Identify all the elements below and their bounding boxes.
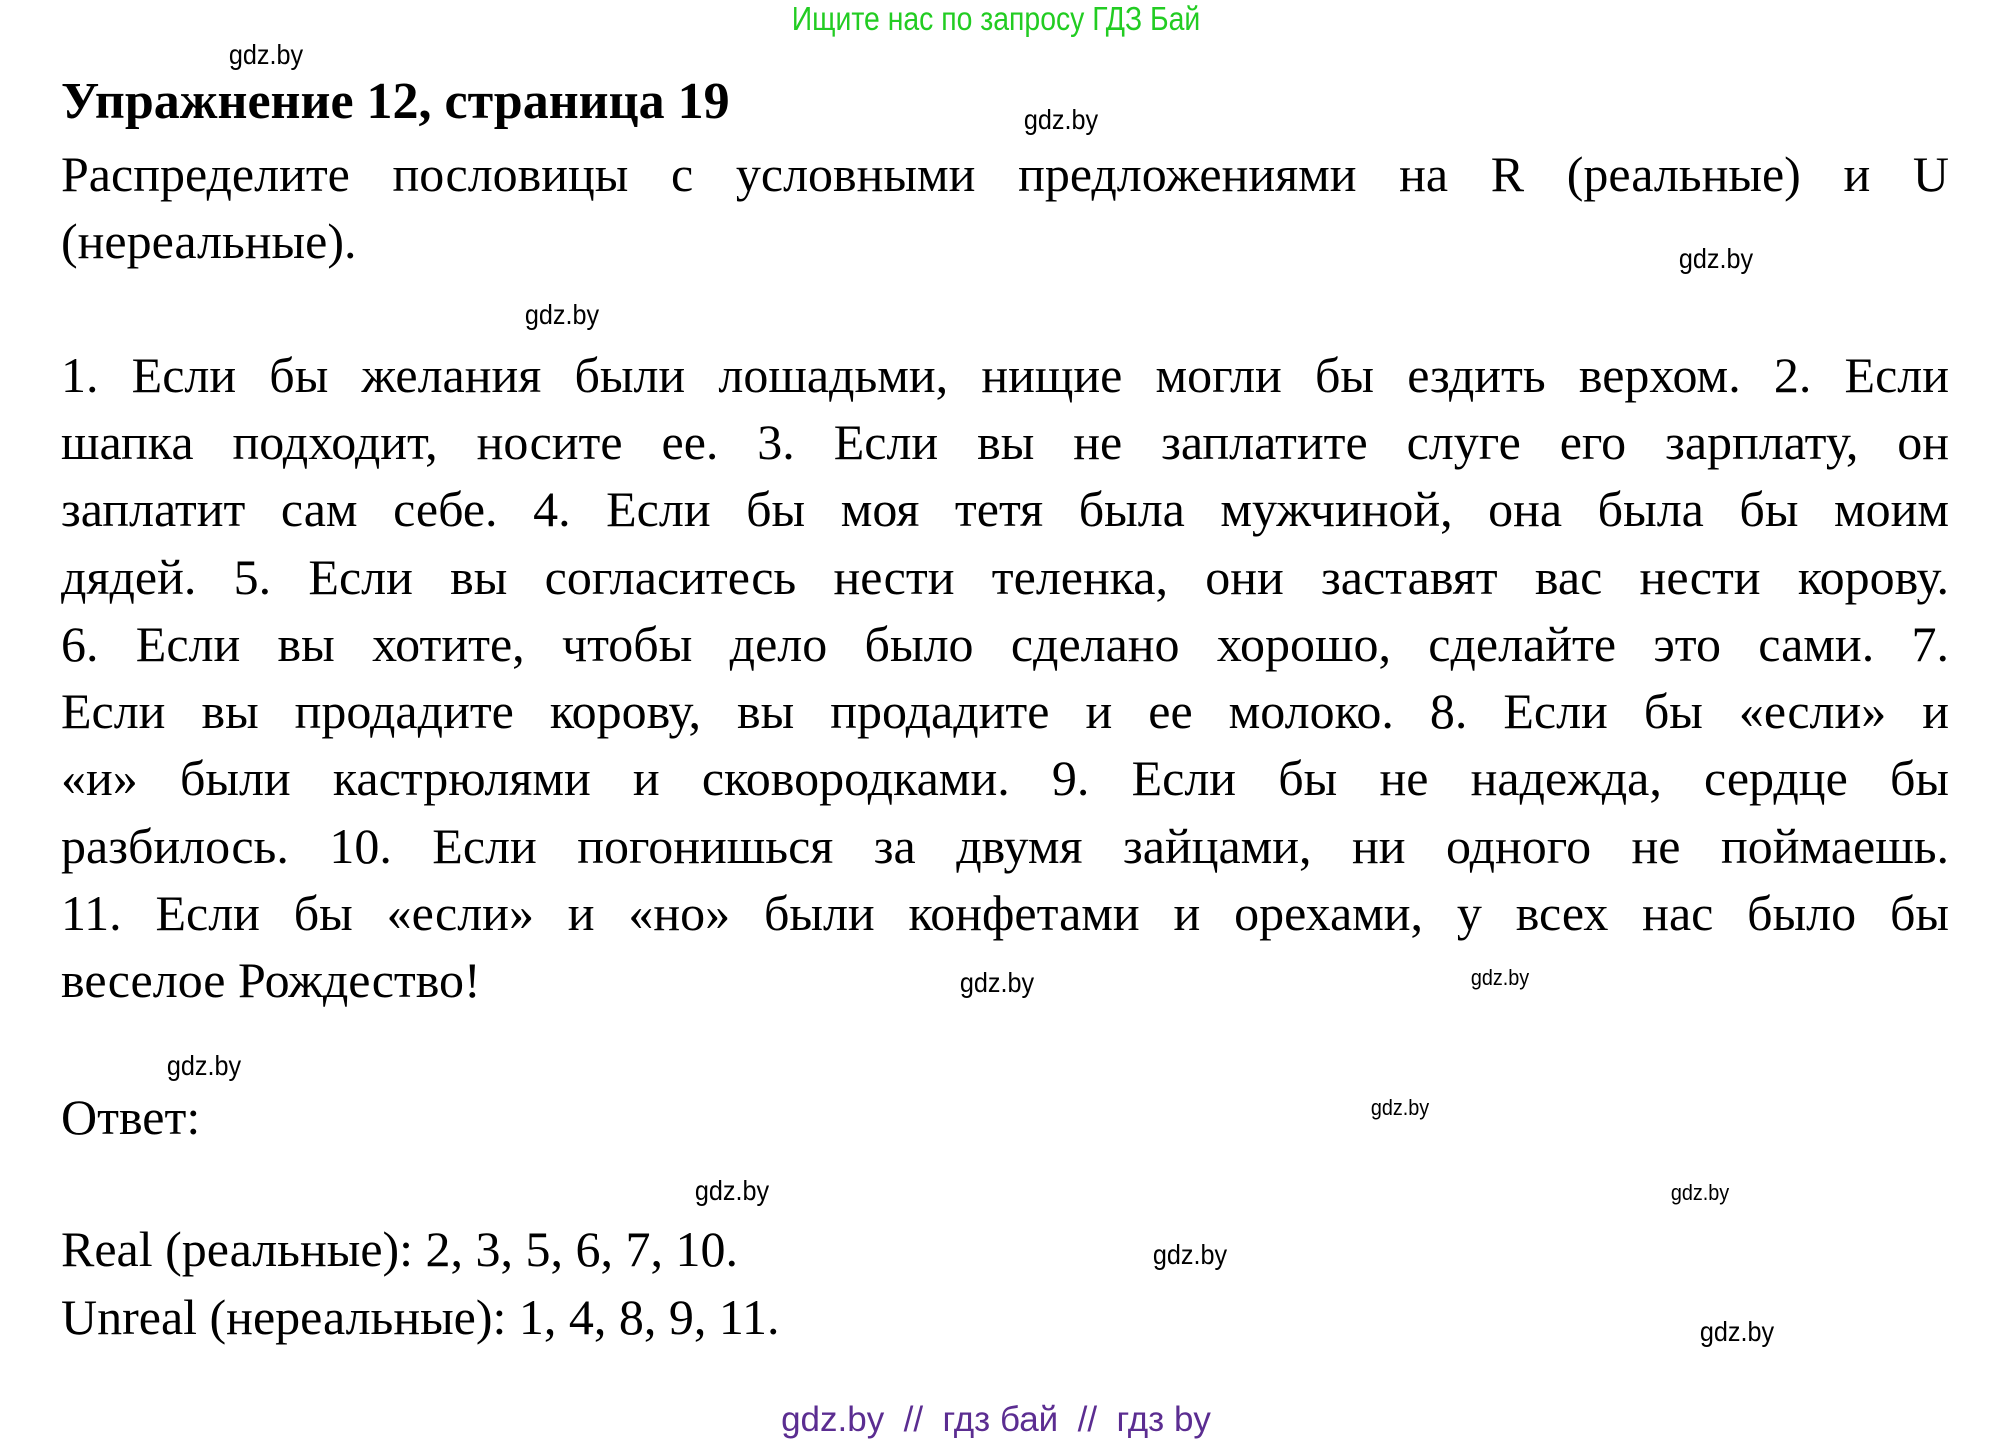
watermark: gdz.by bbox=[1678, 243, 1754, 274]
proverbs-line: Если вы продадите корову, вы продадите и ее молоко. 8. Если бы «если» и bbox=[61, 683, 1949, 739]
watermark: gdz.by bbox=[166, 1050, 242, 1081]
watermark: gdz.by bbox=[524, 299, 600, 330]
answer-label: Ответ: bbox=[61, 1089, 201, 1145]
answer-unreal: Unreal (нереальные): 1, 4, 8, 9, 11. bbox=[61, 1289, 780, 1345]
proverbs-line: 11. Если бы «если» и «но» были конфетами и орехами, у всех нас было бы bbox=[61, 885, 1949, 941]
search-hint-link[interactable]: Ищите нас по запросу ГДЗ Бай bbox=[791, 0, 1201, 37]
proverbs-line: «и» были кастрюлями и сковородками. 9. Если бы не надежда, сердце бы bbox=[61, 750, 1949, 806]
task-text-line: (нереальные). bbox=[61, 213, 357, 269]
proverbs-line: 6. Если вы хотите, чтобы дело было сделано хорошо, сделайте это сами. 7. bbox=[61, 616, 1949, 672]
proverbs-line: заплатит сам себе. 4. Если бы моя тетя была мужчиной, она была бы моим bbox=[61, 481, 1949, 537]
watermark: gdz.by bbox=[228, 39, 304, 70]
proverbs-line: разбилось. 10. Если погонишься за двумя зайцами, ни одного не поймаешь. bbox=[61, 818, 1949, 874]
footer-links[interactable]: gdz.by // гдз бай // гдз by bbox=[781, 1400, 1211, 1439]
watermark: gdz.by bbox=[1670, 1180, 1730, 1205]
watermark: gdz.by bbox=[1152, 1239, 1228, 1270]
watermark: gdz.by bbox=[1370, 1095, 1430, 1120]
answer-real: Real (реальные): 2, 3, 5, 6, 7, 10. bbox=[61, 1221, 739, 1277]
watermark: gdz.by bbox=[694, 1175, 770, 1206]
proverbs-line: веселое Рождество! bbox=[61, 952, 481, 1008]
page-title: Упражнение 12, страница 19 bbox=[61, 73, 730, 130]
proverbs-line: дядей. 5. Если вы согласитесь нести теленка, они заставят вас нести корову. bbox=[61, 549, 1949, 605]
watermark: gdz.by bbox=[1023, 104, 1099, 135]
watermark: gdz.by bbox=[959, 967, 1035, 998]
watermark: gdz.by bbox=[1699, 1316, 1775, 1347]
task-text-line: Распределите пословицы с условными предложениями на R (реальные) и U bbox=[61, 146, 1949, 202]
proverbs-line: шапка подходит, носите ее. 3. Если вы не заплатите слуге его зарплату, он bbox=[61, 414, 1949, 470]
watermark: gdz.by bbox=[1470, 965, 1530, 990]
proverbs-line: 1. Если бы желания были лошадьми, нищие могли бы ездить верхом. 2. Если bbox=[61, 347, 1949, 403]
